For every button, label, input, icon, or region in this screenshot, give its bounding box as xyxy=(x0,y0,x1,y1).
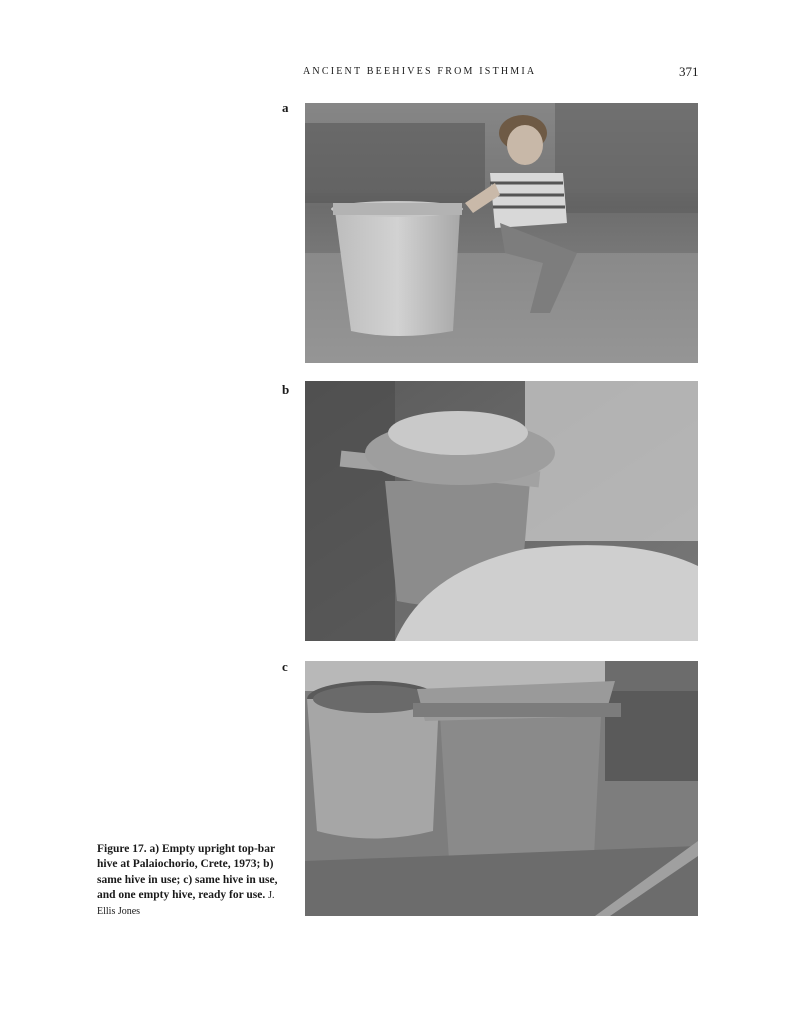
photo-c xyxy=(305,661,698,916)
panel-label-c: c xyxy=(282,659,288,674)
panel-label-a: a xyxy=(282,100,289,115)
photo-b xyxy=(305,381,698,641)
running-head: ANCIENT BEEHIVES FROM ISTHMIA xyxy=(303,66,537,77)
page-number: 371 xyxy=(679,64,699,79)
photo-credit: J. Ellis Jones xyxy=(97,890,275,917)
panel-label-b: b xyxy=(282,382,290,397)
caption-text: Figure 17. a) Empty upright top-bar hive at Palaiochorio, Crete, 1973; b) same hive in use; c) same hive in use, and one empty hive, ready for use. xyxy=(97,843,278,902)
photo-a xyxy=(305,103,698,363)
figure-caption xyxy=(97,842,287,919)
